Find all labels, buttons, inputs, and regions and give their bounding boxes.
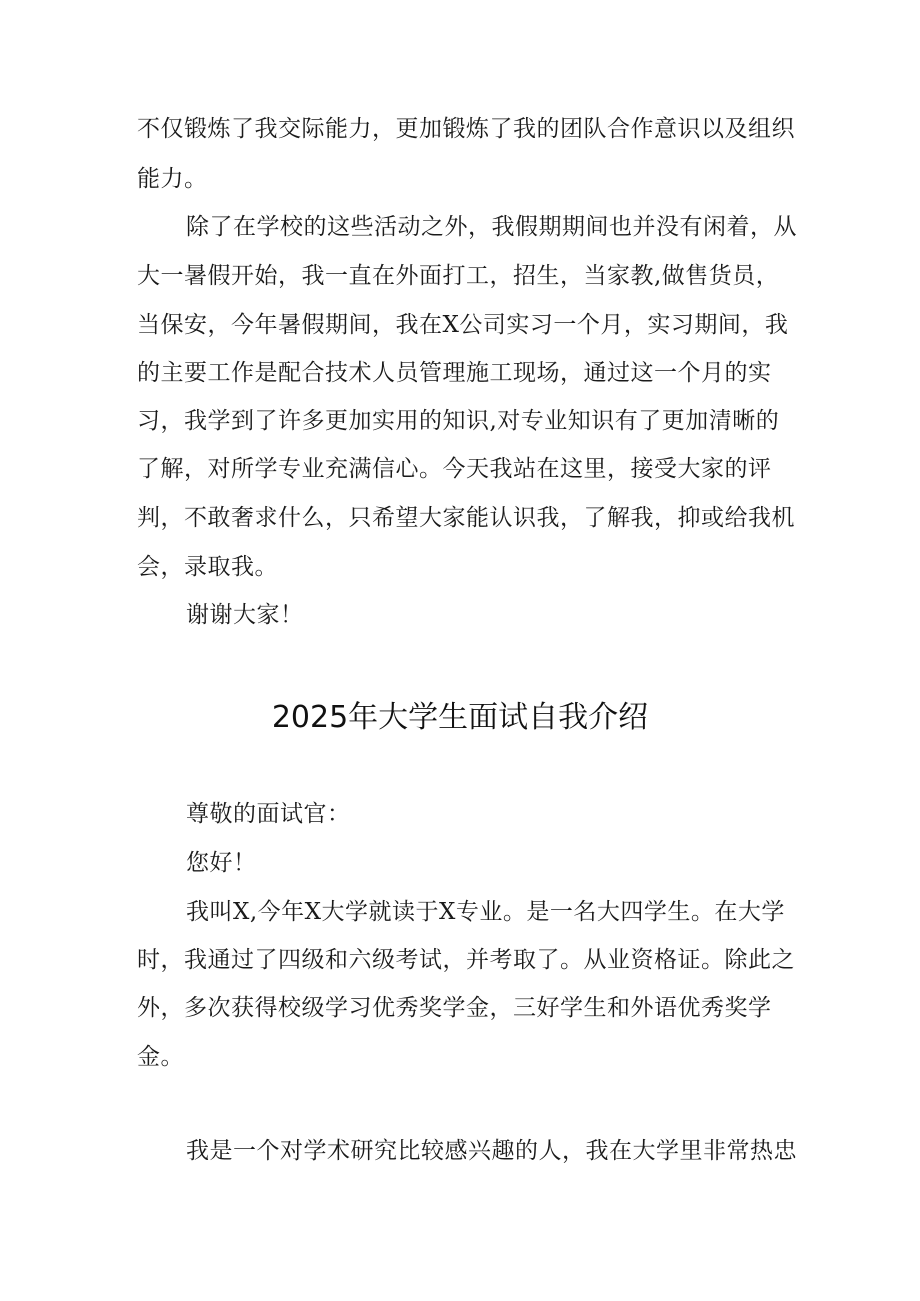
text-line: 除了在学校的这些活动之外，我假期期间也并没有闲着，从 <box>186 214 797 240</box>
page-title: 2025年大学生面试自我介绍 <box>271 700 649 735</box>
text-line: 金。 <box>137 1044 184 1070</box>
greeting: 您好！ <box>186 850 257 876</box>
text-line: 的主要工作是配合技术人员管理施工现场，通过这一个月的实 <box>137 360 772 386</box>
text-line: 我叫X,今年X大学就读于X专业。是一名大四学生。在大学 <box>186 899 785 925</box>
closing-line: 谢谢大家！ <box>186 602 304 628</box>
text-line: 了解，对所学专业充满信心。今天我站在这里，接受大家的评 <box>137 456 772 482</box>
text-line: 不仅锻炼了我交际能力，更加锻炼了我的团队合作意识以及组织 <box>137 116 795 142</box>
text-line: 会，录取我。 <box>137 554 278 580</box>
text-line: 判，不敢奢求什么，只希望大家能认识我，了解我，抑或给我机 <box>137 505 795 531</box>
salutation: 尊敬的面试官： <box>186 801 351 827</box>
text-line: 能力。 <box>137 166 208 192</box>
text-line: 习，我学到了许多更加实用的知识,对专业知识有了更加清晰的 <box>137 408 780 434</box>
text-line: 大一暑假开始，我一直在外面打工，招生，当家教,做售货员， <box>137 263 780 289</box>
text-line: 时，我通过了四级和六级考试，并考取了。从业资格证。除此之 <box>137 947 795 973</box>
text-line: 当保安，今年暑假期间，我在X公司实习一个月，实习期间，我 <box>137 312 789 338</box>
text-line: 我是一个对学术研究比较感兴趣的人，我在大学里非常热忠 <box>186 1138 797 1164</box>
text-line: 外，多次获得校级学习优秀奖学金，三好学生和外语优秀奖学 <box>137 995 772 1021</box>
